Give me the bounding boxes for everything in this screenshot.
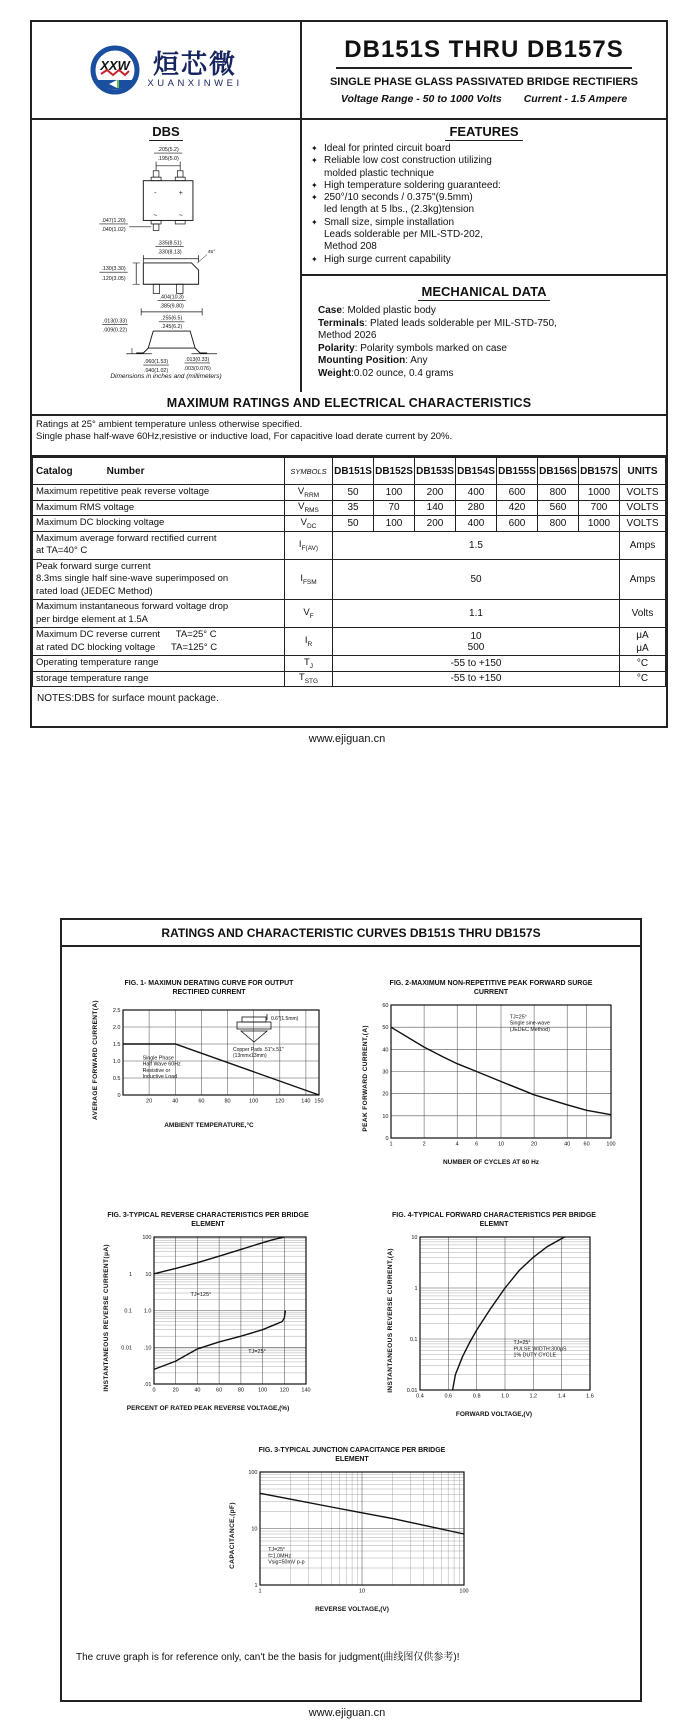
value-cell: 700 [579, 500, 620, 516]
voltage-range: Voltage Range - 50 to 1000 Volts [340, 92, 502, 105]
svg-text:1: 1 [257, 1588, 262, 1595]
dim-label: .120(3.05) [101, 275, 126, 282]
feature-item: molded plastic technique [324, 167, 435, 179]
ratings-heading: MAXIMUM RATINGS AND ELECTRICAL CHARACTERISTICS [32, 392, 666, 416]
svg-text:150: 150 [313, 1098, 324, 1105]
mechanical-line: Mounting Position: Any [318, 355, 428, 366]
figure-4-plot [394, 1232, 602, 1409]
svg-text:40: 40 [193, 1387, 200, 1394]
part-number-title: DB151S THRU DB157S [336, 36, 631, 69]
mechanical-heading: MECHANICAL DATA [418, 284, 551, 301]
chart-svg [236, 1467, 476, 1599]
dim-label: .040(1.02) [101, 227, 126, 234]
svg-text:TJ=125°: TJ=125° [190, 1291, 211, 1298]
svg-text:10: 10 [497, 1141, 504, 1148]
svg-text:Inductive Load: Inductive Load [142, 1074, 177, 1081]
svg-text:60: 60 [197, 1098, 204, 1105]
svg-text:100: 100 [458, 1588, 469, 1595]
mechanical-data-section [302, 276, 666, 392]
value-cell: 800 [538, 485, 579, 501]
feature-item: ✦ Ideal for printed circuit board [311, 143, 451, 154]
ratings-table [32, 457, 666, 687]
figure-2-ylabel: PEAK FORWARD CURRENT,(A) [361, 1025, 369, 1132]
value-cell: 800 [538, 516, 579, 532]
svg-text:2.5: 2.5 [112, 1008, 120, 1015]
value-span-cell: 1.1 [333, 600, 620, 628]
chart-svg [99, 1005, 327, 1109]
svg-text:1.5: 1.5 [112, 1042, 120, 1049]
svg-text:0: 0 [151, 1387, 156, 1394]
page2-box [60, 918, 642, 1702]
ratings-note-1: Ratings at 25° ambient temperature unless otherwise specified. [36, 419, 303, 430]
dim-label: .130(3.30) [101, 266, 126, 273]
value-cell: 420 [497, 500, 538, 516]
figure-3-ylabel: INSTANTANEOUS REVERSE CURRENT(μA) [102, 1243, 110, 1392]
figure-3-title: FIG. 3-TYPICAL REVERSE CHARACTERISTICS PER BRIDGE ELEMENT [107, 1212, 309, 1228]
figure-3-plot [110, 1232, 314, 1403]
value-cell: 1000 [579, 516, 620, 532]
dim-label: .013(0.33) [185, 356, 210, 363]
figure-1-plot [99, 1005, 327, 1114]
svg-text:0.01: 0.01 [120, 1345, 132, 1352]
mechanical-line: Terminals: Plated leads solderable per MIL-STD-750, [318, 317, 557, 329]
svg-text:0: 0 [116, 1093, 120, 1100]
svg-text:30: 30 [381, 1069, 388, 1076]
svg-text:0.1: 0.1 [409, 1337, 417, 1343]
table-row: Peak forward surge current 8.3ms single half sine-wave superimposed on rated load (JEDEC Method) $I_{FSM}$ 50 Amps [33, 559, 666, 600]
ratings-note-2: Single phase half-wave 60Hz,resistive or inductive load, For capacitive load derate current by 20%. [36, 431, 453, 442]
figure-1-xlabel: AMBIENT TEMPERATURE,°C [164, 1121, 254, 1129]
svg-text:0.6"(1.5mm): 0.6"(1.5mm) [270, 1016, 298, 1023]
table-row: Maximum RMS voltage $V_{RMS}$ 35 70 140 280 420 560 700 VOLTS [33, 500, 666, 516]
notes-text: NOTES:DBS for surface mount package. [37, 693, 219, 704]
logo-monogram: XXW [100, 58, 131, 73]
table-row: Operating temperature range $T_J$ -55 to +150 °C [33, 656, 666, 672]
figure-3 [72, 1212, 344, 1412]
dim-label: .245(6.2) [161, 324, 183, 331]
table-row: Maximum DC reverse current TA=25° C at rated DC blocking voltage TA=125° C $I_R$ 10 500 μA μA [33, 628, 666, 656]
svg-text:10: 10 [410, 1235, 417, 1241]
svg-text:0.1: 0.1 [123, 1308, 132, 1315]
table-row: storage temperature range $T_{STG}$ -55 to +150 °C [33, 671, 666, 687]
svg-text:1: 1 [413, 1286, 417, 1292]
svg-text:40: 40 [381, 1047, 388, 1054]
part-number-header: DB151S [333, 458, 374, 485]
package-outline-panel [32, 120, 302, 392]
svg-text:20: 20 [381, 1091, 388, 1098]
svg-text:TJ=25°: TJ=25° [247, 1349, 266, 1356]
dim-label: .040(1.02) [143, 368, 169, 375]
part-number-header: DB152S [374, 458, 415, 485]
svg-text:140: 140 [300, 1387, 311, 1394]
svg-text:120: 120 [274, 1098, 284, 1105]
feature-item: ✦ High temperature soldering guaranteed: [311, 179, 501, 191]
dim-label: .385(9.80) [159, 303, 184, 310]
dim-label: .255(6.5) [161, 315, 183, 322]
mechanical-line: Polarity: Polarity symbols marked on case [318, 342, 507, 354]
svg-text:60: 60 [381, 1003, 388, 1009]
value-cell: 140 [415, 500, 456, 516]
disclaimer-text: The cruve graph is for reference only, can't be the basis for judgment(曲线图仅供参考)! [76, 1652, 460, 1663]
part-number-header: DB155S [497, 458, 538, 485]
figure-2-title: FIG. 2-MAXIMUM NON-REPETITIVE PEAK FORWARD SURGE CURRENT [389, 980, 593, 996]
figure-1 [76, 980, 342, 1129]
polarity-plus: + [178, 188, 183, 197]
dim-label: .404(10.3) [159, 294, 184, 301]
table-row: Maximum instantaneous forward voltage drop per birdge element at 1.5A $V_F$ 1.1 Volts [33, 600, 666, 628]
dim-label: .009(0.22) [102, 327, 128, 334]
feature-item: Method 208 [324, 241, 377, 253]
package-diagram [34, 141, 298, 375]
value-span-cell: -55 to +150 [333, 656, 620, 672]
range-line [341, 93, 627, 105]
svg-text:(13mmx13mm): (13mmx13mm) [232, 1053, 267, 1060]
svg-text:100: 100 [248, 1098, 258, 1105]
svg-text:(JEDEC Method): (JEDEC Method) [509, 1026, 550, 1033]
part-number-header: DB154S [456, 458, 497, 485]
svg-text:1.6: 1.6 [585, 1393, 594, 1400]
mechanical-line: Case: Molded plastic body [318, 305, 436, 316]
figure-4-xlabel: FORWARD VOLTAGE,(V) [455, 1411, 533, 1418]
mechanical-line: Method 2026 [318, 330, 377, 341]
figure-5-ylabel: CAPACITANCE,(pF) [228, 1502, 236, 1569]
svg-text:TJ=25°: TJ=25° [509, 1014, 527, 1021]
logo-english-name: XUANXINWEI [147, 78, 243, 90]
dim-label: .013(0.33) [102, 318, 128, 325]
mechanical-list [302, 305, 666, 380]
value-cell: 600 [497, 516, 538, 532]
svg-text:4: 4 [455, 1141, 459, 1148]
figure-4-title: FIG. 4-TYPICAL FORWARD CHARACTERISTICS PER BRIDGE ELEMNT [392, 1212, 596, 1228]
figure-4 [356, 1212, 632, 1418]
dim-label: .195(5.0) [157, 156, 179, 163]
footer-url-2: www.ejiguan.cn [308, 1707, 386, 1719]
value-cell: 400 [456, 516, 497, 532]
bullet-diamond-icon: ✦ [311, 254, 318, 264]
svg-text:20: 20 [172, 1387, 179, 1394]
svg-text:Copper Pads .51"x.51": Copper Pads .51"x.51" [232, 1047, 284, 1054]
svg-text:Vsig=50mV p-p: Vsig=50mV p-p [267, 1559, 305, 1566]
value-cell: 35 [333, 500, 374, 516]
device-subtitle: SINGLE PHASE GLASS PASSIVATED BRIDGE RECTIFIERS [329, 75, 639, 88]
svg-text:Half Wave 60Hz: Half Wave 60Hz [142, 1062, 181, 1069]
chart-svg [394, 1232, 602, 1404]
polarity-minus: - [154, 188, 157, 197]
ratings-notes [32, 416, 666, 457]
svg-text:0.01: 0.01 [406, 1388, 417, 1394]
value-cell: 100 [374, 485, 415, 501]
svg-text:80: 80 [223, 1098, 231, 1105]
value-cell: 600 [497, 485, 538, 501]
svg-text:PULSE WIDTH:300μS: PULSE WIDTH:300μS [513, 1346, 567, 1353]
logo-chinese-name: 烜芯微 [152, 49, 237, 80]
svg-text:20: 20 [530, 1141, 537, 1148]
svg-text:1.0: 1.0 [112, 1059, 120, 1066]
bullet-diamond-icon: ✦ [311, 156, 318, 166]
svg-text:40: 40 [563, 1141, 570, 1148]
feature-item: Leads solderable per MIL-STD-202, [324, 229, 483, 241]
part-number-header: DB157S [579, 458, 620, 485]
svg-text:0.6: 0.6 [443, 1393, 452, 1400]
value-span-cell: 50 [333, 559, 620, 600]
svg-text:2.0: 2.0 [112, 1025, 120, 1032]
current-rating: Current - 1.5 Ampere [523, 92, 628, 105]
chart-svg [110, 1232, 314, 1398]
figure-2 [350, 980, 632, 1166]
svg-text:20: 20 [145, 1098, 152, 1105]
figure-5-plot [236, 1467, 476, 1604]
bullet-diamond-icon: ✦ [311, 180, 318, 190]
dim-label: .330(8.13) [157, 249, 182, 256]
value-cell: 200 [415, 516, 456, 532]
value-cell: 400 [456, 485, 497, 501]
dim-label: 45° [207, 250, 216, 256]
svg-text:2: 2 [422, 1141, 426, 1148]
svg-text:1.0: 1.0 [143, 1308, 151, 1315]
figure-2-plot [369, 1000, 621, 1157]
ac-mark: ~ [153, 211, 158, 220]
svg-text:140: 140 [300, 1098, 310, 1105]
value-cell: 560 [538, 500, 579, 516]
bullet-diamond-icon: ✦ [311, 193, 318, 203]
value-cell: 200 [415, 485, 456, 501]
figure-3-xlabel: PERCENT OF RATED PEAK REVERSE VOLTAGE,(%) [126, 1405, 290, 1412]
svg-text:100: 100 [247, 1470, 257, 1476]
svg-text:60: 60 [583, 1141, 590, 1148]
value-cell: 280 [456, 500, 497, 516]
svg-text:50: 50 [381, 1025, 388, 1032]
ac-mark: ~ [178, 211, 183, 220]
figure-1-ylabel: AVERAGE FORWARD CURRENT(A) [91, 1000, 99, 1120]
page1-box [30, 20, 668, 728]
footer-url-1: www.ejiguan.cn [308, 733, 386, 745]
feature-item: ✦ High surge current capability [311, 253, 451, 265]
svg-text:1: 1 [388, 1141, 393, 1148]
value-span-cell: -55 to +150 [333, 671, 620, 687]
features-list [302, 143, 666, 266]
value-span-cell: 1.5 [333, 531, 620, 559]
features-section [302, 120, 666, 276]
value-cell: 1000 [579, 485, 620, 501]
svg-text:Single sine-wave: Single sine-wave [509, 1020, 550, 1027]
figure-5-xlabel: REVERSE VOLTAGE,(V) [315, 1606, 389, 1613]
svg-text:1.4: 1.4 [557, 1393, 566, 1400]
svg-text:100: 100 [257, 1387, 267, 1394]
part-number-header: DB156S [538, 458, 579, 485]
package-name: DBS [149, 124, 182, 141]
part-number-header: DB153S [415, 458, 456, 485]
ratings-table-grid [32, 457, 666, 687]
table-header-row: Catalog Number SYMBOLS DB151S DB152S DB153S DB154S DB155S DB156S DB157S UNITS [33, 458, 666, 485]
svg-text:TJ=25°: TJ=25° [513, 1340, 530, 1347]
svg-text:1: 1 [253, 1583, 257, 1589]
feature-item: led length at 5 lbs., (2.3kg)tension [324, 204, 475, 216]
svg-text:100: 100 [141, 1235, 151, 1241]
feature-item: ✦ 250°/10 seconds / 0.375"(9.5mm) [311, 192, 473, 204]
svg-text:f=1.0MHz: f=1.0MHz [267, 1553, 291, 1560]
logo-mark-icon [89, 44, 141, 96]
svg-text:.10: .10 [143, 1345, 151, 1352]
figure-1-title: FIG. 1- MAXIMUN DERATING CURVE FOR OUTPUT RECTIFIED CURRENT [124, 980, 294, 996]
bullet-diamond-icon: ✦ [311, 217, 318, 227]
svg-text:100: 100 [605, 1141, 616, 1148]
value-cell: 100 [374, 516, 415, 532]
svg-text:60: 60 [215, 1387, 222, 1394]
svg-text:120: 120 [279, 1387, 289, 1394]
svg-text:10: 10 [144, 1271, 151, 1278]
svg-text:0.8: 0.8 [472, 1393, 481, 1400]
svg-text:1.0: 1.0 [500, 1393, 509, 1400]
svg-text:Resistive or: Resistive or [142, 1068, 170, 1075]
value-cell: 50 [333, 485, 374, 501]
value-cell: 50 [333, 516, 374, 532]
package-caption: Dimensions in inches and (millimeters) [110, 373, 222, 380]
figure-2-xlabel: NUMBER OF CYCLES AT 60 Hz [442, 1159, 540, 1166]
svg-text:1% DUTY CYCLE: 1% DUTY CYCLE [513, 1352, 556, 1359]
svg-text:6: 6 [474, 1141, 478, 1148]
value-span-cell: 10 500 [333, 628, 620, 656]
table-row: Maximum repetitive peak reverse voltage $V_{RRM}$ 50 100 200 400 600 800 1000 VOLTS [33, 485, 666, 501]
table-row: Maximum average forward rectified current at TA=40° C $I_{F(AV)}$ 1.5 Amps [33, 531, 666, 559]
svg-text:0.5: 0.5 [112, 1076, 120, 1083]
feature-item: ✦ Small size, simple installation [311, 216, 455, 228]
feature-item: ✦ Reliable low cost construction utilizing [311, 155, 492, 167]
svg-text:10: 10 [250, 1526, 257, 1533]
svg-text:Single Phase: Single Phase [142, 1055, 174, 1062]
svg-text:0.4: 0.4 [415, 1393, 424, 1400]
dim-label: .205(5.2) [157, 146, 179, 153]
chart-svg [369, 1000, 621, 1152]
svg-text:80: 80 [237, 1387, 244, 1394]
bullet-diamond-icon: ✦ [311, 144, 318, 153]
svg-text:.01: .01 [143, 1382, 151, 1388]
company-logo [32, 22, 300, 118]
svg-text:10: 10 [358, 1588, 365, 1595]
figure-5 [202, 1447, 502, 1613]
svg-text:1.2: 1.2 [528, 1393, 537, 1400]
dim-label: .047(1.20) [101, 217, 126, 224]
table-row: Maximum DC blocking voltage $V_{DC}$ 50 100 200 400 600 800 1000 VOLTS [33, 516, 666, 532]
value-cell: 70 [374, 500, 415, 516]
dim-label: .060(1.53) [143, 358, 169, 365]
svg-text:10: 10 [381, 1113, 388, 1120]
figure-4-ylabel: INSTANTANEOUS REVERSE CURRENT,(A) [386, 1248, 394, 1393]
dim-label: .335(8.51) [157, 240, 182, 247]
svg-text:0: 0 [384, 1136, 388, 1142]
svg-text:TJ=25°: TJ=25° [267, 1547, 285, 1554]
features-heading: FEATURES [445, 124, 522, 141]
mechanical-line: Weight:0.02 ounce, 0.4 grams [318, 367, 454, 379]
header [32, 22, 666, 120]
curves-heading: RATINGS AND CHARACTERISTIC CURVES DB151S THRU DB157S [62, 920, 640, 947]
svg-text:40: 40 [171, 1098, 178, 1105]
dim-label: .003(0.076) [183, 366, 211, 373]
figure-5-title: FIG. 3-TYPICAL JUNCTION CAPACITANCE PER BRIDGE ELEMENT [258, 1447, 446, 1463]
svg-text:1: 1 [128, 1271, 132, 1278]
